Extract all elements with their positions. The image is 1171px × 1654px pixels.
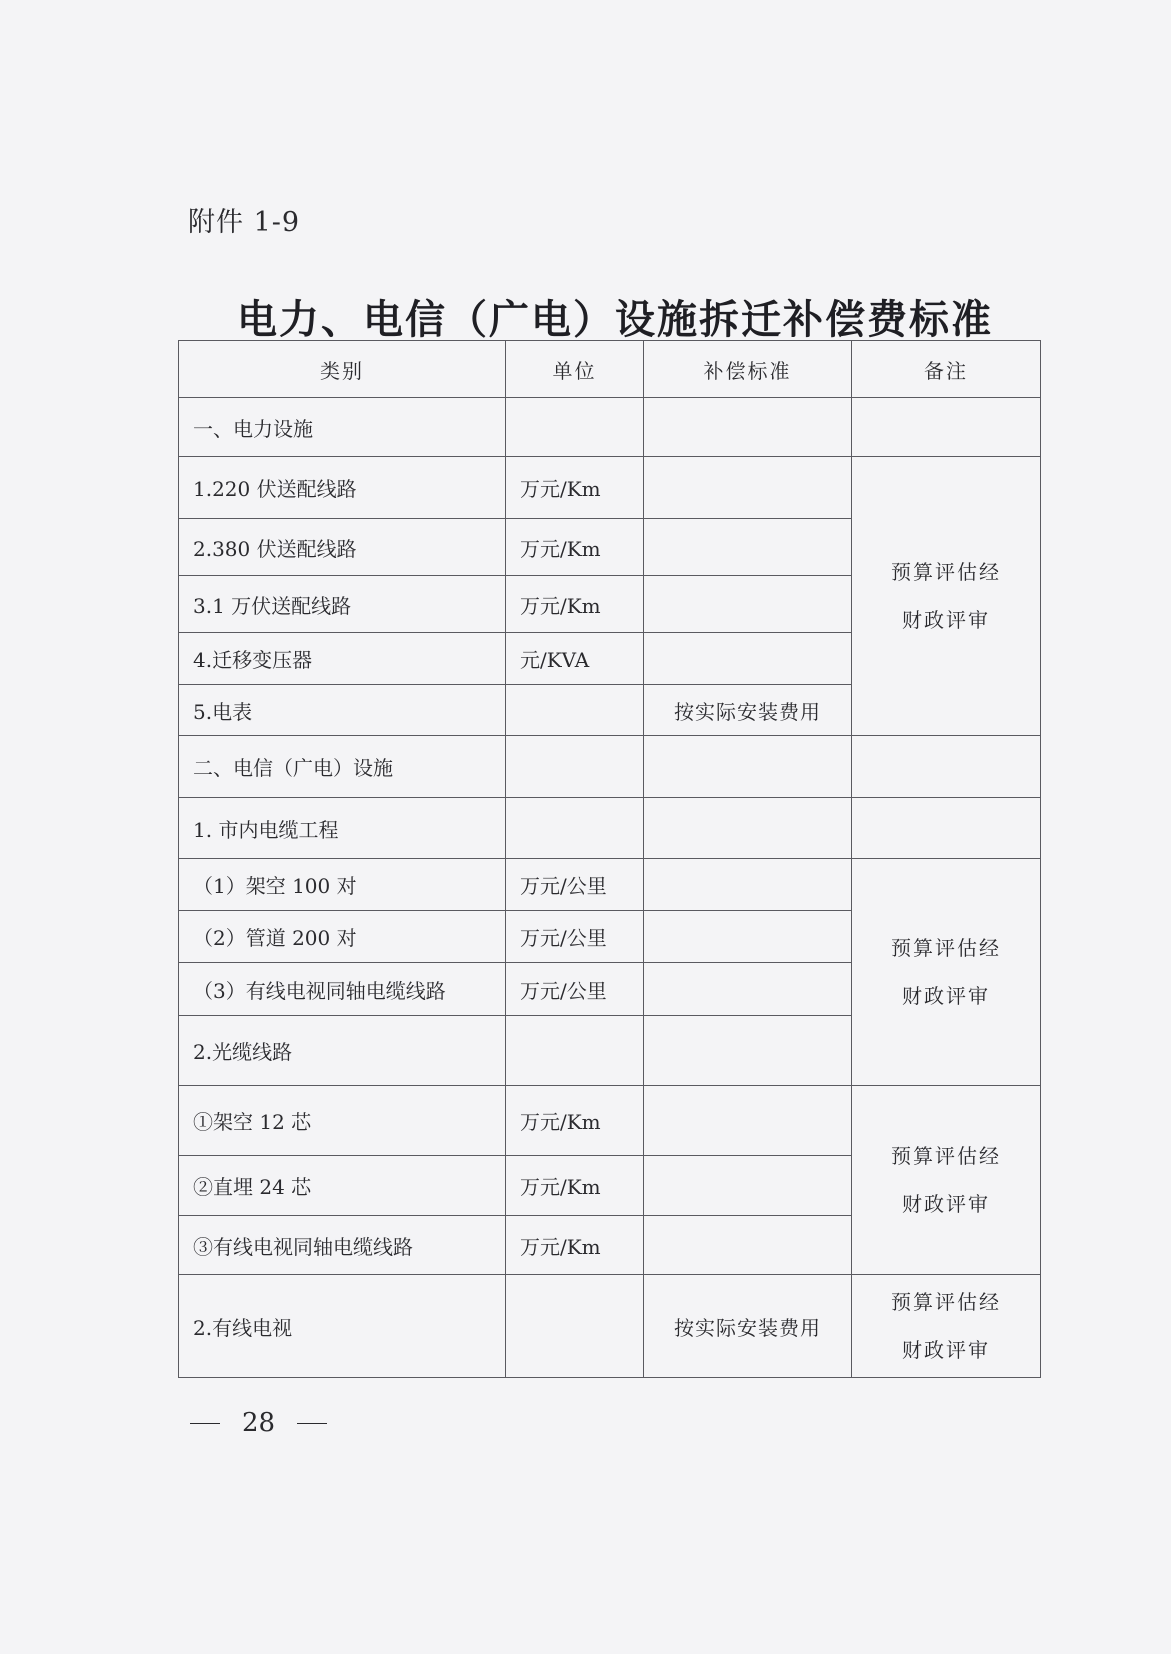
cell-unit: 万元/公里 xyxy=(506,911,644,963)
compensation-table xyxy=(178,340,1041,1378)
document-title: 电力、电信（广电）设施拆迁补偿费标准 xyxy=(237,297,993,343)
cell-category: 二、电信（广电）设施 xyxy=(179,736,506,798)
cell-note-merged xyxy=(852,859,1041,1086)
page-number: 28 xyxy=(242,1408,276,1438)
cell-category: ①架空 12 芯 xyxy=(179,1086,506,1156)
footer-dash-left xyxy=(190,1423,220,1424)
table-row xyxy=(179,1275,1041,1378)
cell-category: 4.迁移变压器 xyxy=(179,633,506,685)
cell-category: ③有线电视同轴电缆线路 xyxy=(179,1216,506,1275)
cell-standard xyxy=(644,1156,852,1216)
cell-unit: 万元/公里 xyxy=(506,963,644,1016)
cell-note xyxy=(852,798,1041,859)
cell-category: 2.380 伏送配线路 xyxy=(179,519,506,576)
note-text: 预算评估经 财政评审 xyxy=(891,1290,1001,1362)
cell-unit: 万元/Km xyxy=(506,576,644,633)
header-note: 备注 xyxy=(852,341,1041,398)
header-standard: 补偿标准 xyxy=(644,341,852,398)
cell-unit xyxy=(506,798,644,859)
cell-note xyxy=(852,736,1041,798)
table-row xyxy=(179,457,1041,519)
cell-standard xyxy=(644,519,852,576)
cell-category: 一、电力设施 xyxy=(179,398,506,457)
cell-unit: 万元/Km xyxy=(506,457,644,519)
cell-category: ②直埋 24 芯 xyxy=(179,1156,506,1216)
cell-note-merged xyxy=(852,457,1041,736)
header-category: 类别 xyxy=(179,341,506,398)
cell-category: 3.1 万伏送配线路 xyxy=(179,576,506,633)
cell-unit: 万元/Km xyxy=(506,519,644,576)
cell-standard xyxy=(644,457,852,519)
note-text: 预算评估经 财政评审 xyxy=(891,1144,1001,1216)
cell-unit: 万元/公里 xyxy=(506,859,644,911)
table-row xyxy=(179,736,1041,798)
cell-standard xyxy=(644,633,852,685)
cell-standard xyxy=(644,736,852,798)
cell-category: 5.电表 xyxy=(179,685,506,736)
table-row xyxy=(179,798,1041,859)
cell-category: （3）有线电视同轴电缆线路 xyxy=(179,963,506,1016)
cell-standard xyxy=(644,911,852,963)
cell-standard: 按实际安装费用 xyxy=(644,685,852,736)
cell-standard: 按实际安装费用 xyxy=(644,1275,852,1378)
cell-category: 1.220 伏送配线路 xyxy=(179,457,506,519)
cell-unit xyxy=(506,1016,644,1086)
cell-standard xyxy=(644,1086,852,1156)
cell-standard xyxy=(644,859,852,911)
cell-standard xyxy=(644,1216,852,1275)
cell-unit: 万元/Km xyxy=(506,1156,644,1216)
cell-note xyxy=(852,398,1041,457)
cell-standard xyxy=(644,576,852,633)
cell-standard xyxy=(644,798,852,859)
cell-unit: 元/KVA xyxy=(506,633,644,685)
cell-unit xyxy=(506,398,644,457)
cell-unit xyxy=(506,685,644,736)
cell-standard xyxy=(644,1016,852,1086)
header-unit: 单位 xyxy=(506,341,644,398)
cell-category: （1）架空 100 对 xyxy=(179,859,506,911)
cell-note xyxy=(852,1275,1041,1378)
cell-unit: 万元/Km xyxy=(506,1216,644,1275)
cell-standard xyxy=(644,398,852,457)
cell-unit xyxy=(506,736,644,798)
table-row xyxy=(179,398,1041,457)
attachment-label: 附件 1-9 xyxy=(188,207,301,238)
cell-category: （2）管道 200 对 xyxy=(179,911,506,963)
cell-category: 2.光缆线路 xyxy=(179,1016,506,1086)
cell-note-merged xyxy=(852,1086,1041,1275)
table-header-row xyxy=(179,341,1041,398)
cell-standard xyxy=(644,963,852,1016)
page-footer xyxy=(190,1408,327,1438)
cell-unit xyxy=(506,1275,644,1378)
note-text: 预算评估经 财政评审 xyxy=(891,560,1001,632)
note-text: 预算评估经 财政评审 xyxy=(891,936,1001,1008)
footer-dash-right xyxy=(297,1423,327,1424)
table-row xyxy=(179,859,1041,911)
cell-category: 1. 市内电缆工程 xyxy=(179,798,506,859)
cell-category: 2.有线电视 xyxy=(179,1275,506,1378)
table-row xyxy=(179,1086,1041,1156)
cell-unit: 万元/Km xyxy=(506,1086,644,1156)
